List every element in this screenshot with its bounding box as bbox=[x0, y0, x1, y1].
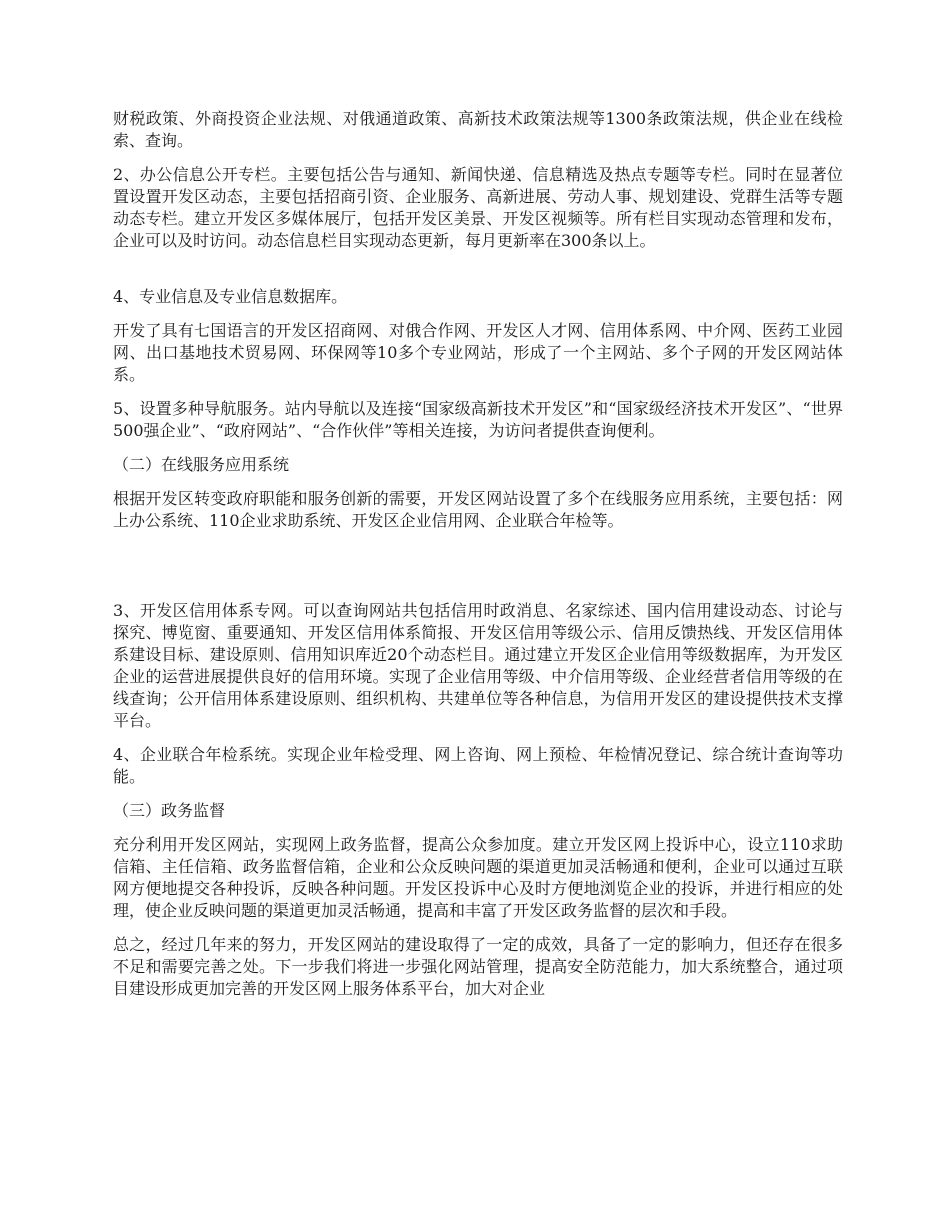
document-body bbox=[113, 108, 843, 1012]
paragraph-annual-inspection: 4、企业联合年检系统。实现企业年检受理、网上咨询、网上预检、年检情况登记、综合统计查询等功能。 bbox=[113, 745, 843, 786]
paragraph-office-info: 2、办公信息公开专栏。主要包括公告与通知、新闻快递、信息精选及热点专题等专栏。同时在显著位置设置开发区动态，主要包括招商引资、企业服务、高新进展、劳动人事、规划建设、党群生活等专题动态专栏。建立开发区多媒体展厅，包括开发区美景、开发区视频等。所有栏目实现动态管理和发布，企业可以及时访问。动态信息栏目实现动态更新，每月更新率在300条以上。 bbox=[113, 165, 843, 250]
paragraph-navigation: 5、设置多种导航服务。站内导航以及连接“国家级高新技术开发区”和“国家级经济技术开发区”、“世界500强企业”、“政府网站”、“合作伙伴”等相关连接，为访问者提供查询便利。 bbox=[113, 399, 843, 440]
paragraph-policy-search: 财税政策、外商投资企业法规、对俄通道政策、高新技术政策法规等1300条政策法规，供企业在线检索、查询。 bbox=[113, 109, 843, 150]
paragraph-online-services: 根据开发区转变政府职能和服务创新的需要，开发区网站设置了多个在线服务应用系统，主要包括：网上办公系统、110企业求助系统、开发区企业信用网、企业联合年检等。 bbox=[113, 489, 843, 530]
paragraph-credit-system: 3、开发区信用体系专网。可以查询网站共包括信用时政消息、名家综述、国内信用建设动态、讨论与探究、博览窗、重要通知、开发区信用体系简报、开发区信用等级公示、信用反馈热线、开发区信用体系建设目标、建设原则、信用知识库近20个动态栏目。通过建立开发区企业信用等级数据库，为开发区企业的运营进展提供良好的信用环境。实现了企业信用等级、中介信用等级、企业经营者信用等级的在线查询；公开信用体系建设原则、组织机构、共建单位等各种信息，为信用开发区的建设提供技术支撑平台。 bbox=[113, 601, 843, 730]
blank-gap bbox=[113, 264, 843, 286]
section-heading-supervision: （三）政务监督 bbox=[113, 801, 226, 820]
paragraph-professional-db-heading: 4、专业信息及专业信息数据库。 bbox=[113, 287, 348, 306]
paragraph-professional-sites: 开发了具有七国语言的开发区招商网、对俄合作网、开发区人才网、信用体系网、中介网、医药工业园网、出口基地技术贸易网、环保网等10多个专业网站，形成了一个主网站、多个子网的开发区网站体系。 bbox=[113, 321, 843, 384]
blank-gap bbox=[113, 544, 843, 600]
paragraph-supervision: 充分利用开发区网站，实现网上政务监督，提高公众参加度。建立开发区网上投诉中心，设立110求助信箱、主任信箱、政务监督信箱，企业和公众反映问题的渠道更加灵活畅通和便利，企业可以通过互联网方便地提交各种投诉，反映各种问题。开发区投诉中心及时方便地浏览企业的投诉，并进行相应的处理，使企业反映问题的渠道更加灵活畅通，提高和丰富了开发区政务监督的层次和手段。 bbox=[113, 835, 843, 920]
section-heading-online-services: （二）在线服务应用系统 bbox=[113, 455, 290, 474]
paragraph-conclusion: 总之，经过几年来的努力，开发区网站的建设取得了一定的成效，具备了一定的影响力，但还存在很多不足和需要完善之处。下一步我们将进一步强化网站管理，提高安全防范能力，加大系统整合，通过项目建设形成更加完善的开发区网上服务体系平台，加大对企业 bbox=[113, 935, 843, 998]
